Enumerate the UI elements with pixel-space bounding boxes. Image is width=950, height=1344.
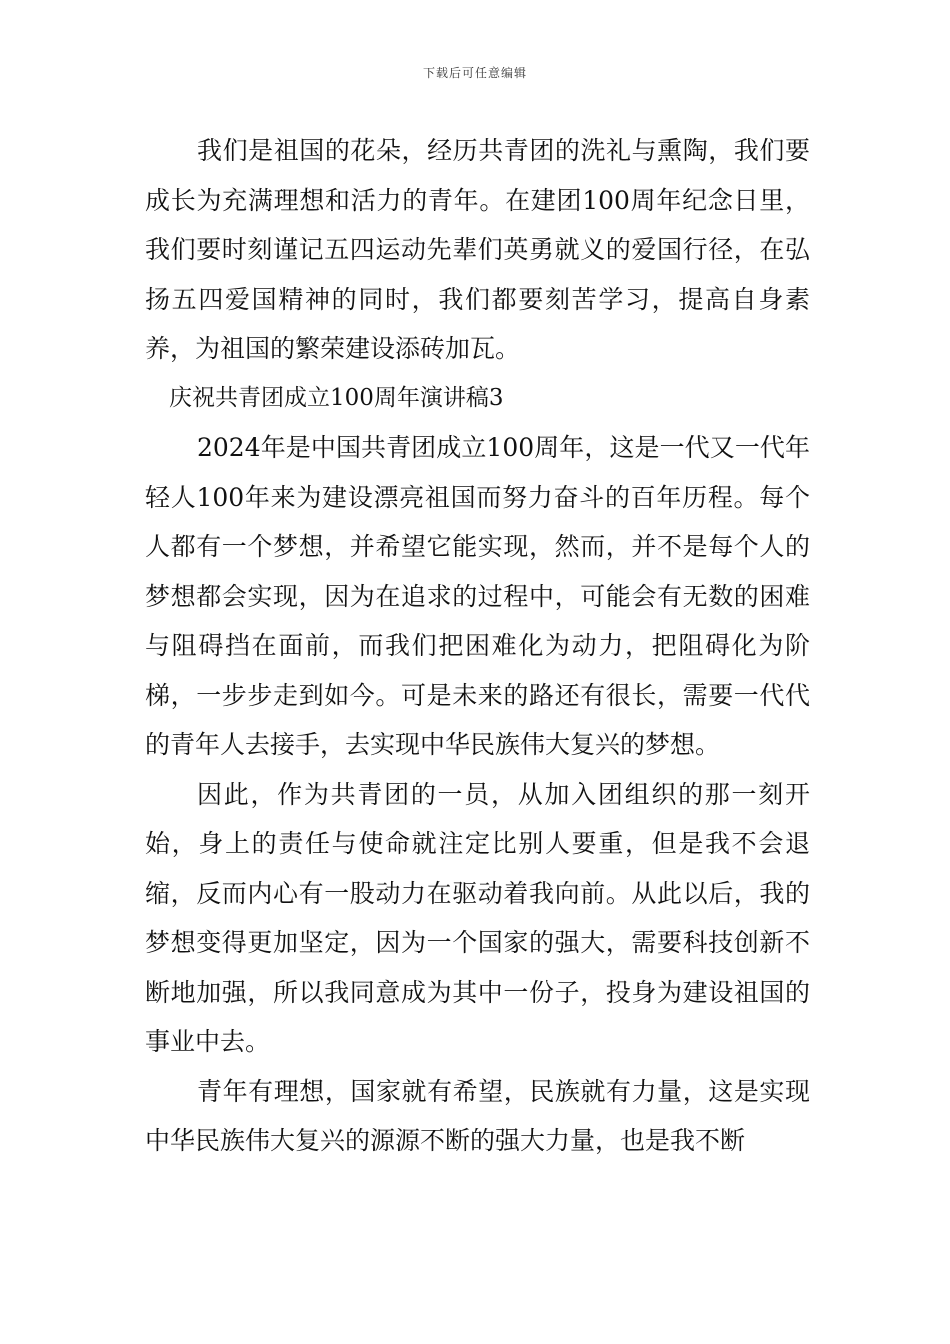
section-heading: 庆祝共青团成立100周年演讲稿3 [169, 384, 504, 411]
paragraph-2: 2024年是中国共青团成立100周年，这是一代又一代年轻人100年来为建设漂亮祖国而努力奋斗的百年历程。每个人都有一个梦想，并希望它能实现，然而，并不是每个人的梦想都会实现，因为在追求的过程中，可能会有无数的困难与阻碍挡在面前，而我们把困难化为动力，把阻碍化为阶梯，一步步走到如今。可是未来的路还有很长，需要一代代的青年人去接手，去实现中华民族伟大复兴的梦想。 [145, 433, 810, 759]
document-body [145, 126, 810, 1166]
paragraph-3: 因此，作为共青团的一员，从加入团组织的那一刻开始，身上的责任与使命就注定比别人要重，但是我不会退缩，反而内心有一股动力在驱动着我向前。从此以后，我的梦想变得更加坚定，因为一个国家的强大，需要科技创新不断地加强，所以我同意成为其中一份子，投身为建设祖国的事业中去。 [145, 779, 810, 1056]
paragraph-4: 青年有理想，国家就有希望，民族就有力量，这是实现中华民族伟大复兴的源源不断的强大力量，也是我不断 [145, 1076, 810, 1155]
page-header-note: 下载后可任意编辑 [422, 66, 527, 80]
paragraph-1: 我们是祖国的花朵，经历共青团的洗礼与熏陶，我们要成长为充满理想和活力的青年。在建团100周年纪念日里，我们要时刻谨记五四运动先辈们英勇就义的爱国行径，在弘扬五四爱国精神的同时，我们都要刻苦学习，提高自身素养，为祖国的繁荣建设添砖加瓦。 [145, 136, 810, 363]
